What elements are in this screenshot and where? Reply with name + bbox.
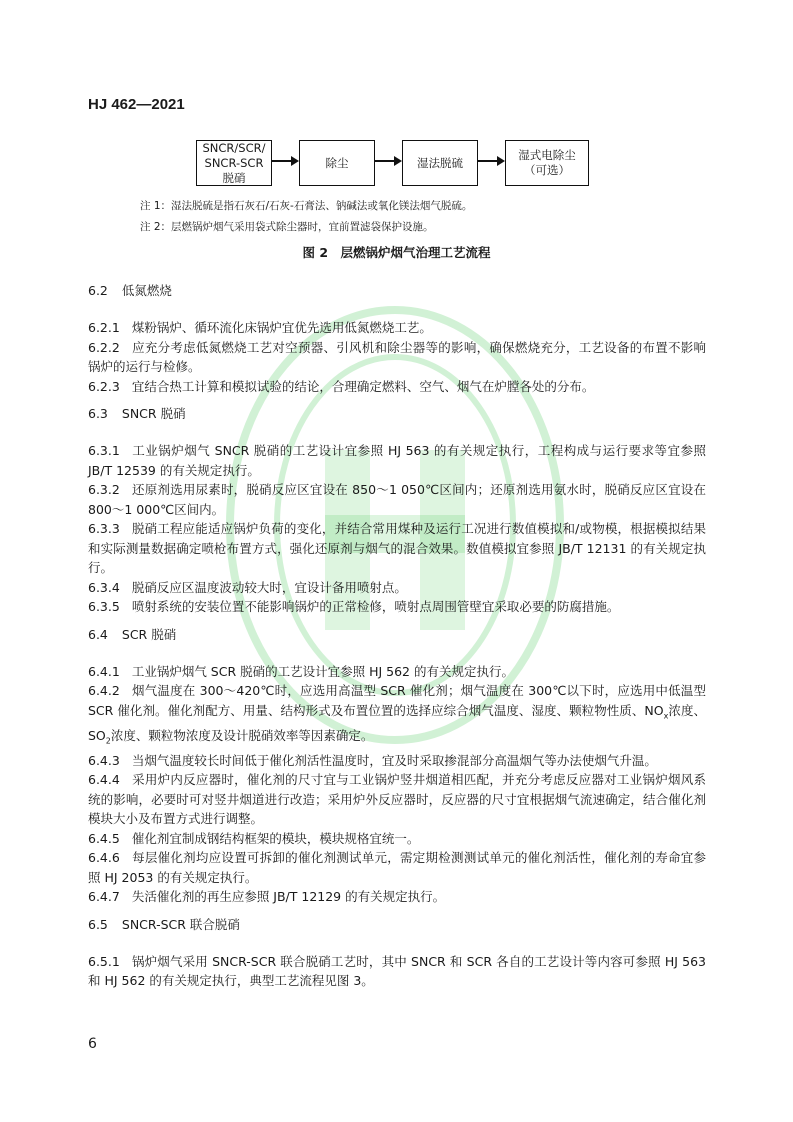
figure-note-2: 注 2：层燃锅炉烟气采用袋式除尘器时，宜前置滤袋保护设施。 bbox=[140, 221, 434, 233]
clause-6-3-1: 6.3.1 工业锅炉烟气 SNCR 脱硝的工艺设计宜参照 HJ 563 的有关规定执行，工程构成与运行要求等宜参照 JB/T 12539 的有关规定执行。 bbox=[88, 443, 706, 478]
arrow-icon bbox=[478, 154, 506, 168]
section-heading-6-5: 6.5 SNCR-SCR 联合脱硝 bbox=[88, 916, 240, 932]
clause-6-2-2: 6.2.2 应充分考虑低氮燃烧工艺对空预器、引风机和除尘器等的影响，确保燃烧充分，工艺设备的布置不影响锅炉的运行与检修。 bbox=[88, 339, 706, 374]
flow-box-dust-removal: 除尘 bbox=[299, 140, 375, 186]
section-heading-6-4: 6.4 SCR 脱硝 bbox=[88, 626, 177, 642]
standard-number: HJ 462—2021 bbox=[88, 96, 185, 113]
flow-box-denitration: SNCR/SCR/ SNCR-SCR 脱硝 bbox=[196, 140, 272, 186]
document-body bbox=[88, 283, 706, 991]
clause-6-4-7: 6.4.7 失活催化剂的再生应参照 JB/T 12129 的有关规定执行。 bbox=[88, 889, 446, 904]
figure-note-1: 注 1：湿法脱硫是指石灰石/石灰-石膏法、钠碱法或氧化镁法烟气脱硫。 bbox=[140, 200, 473, 212]
figure-caption: 图 2 层燃锅炉烟气治理工艺流程 bbox=[302, 245, 491, 260]
clause-6-3-2: 6.3.2 还原剂选用尿素时，脱硝反应区宜设在 850～1 050℃区间内；还原剂选用氨水时，脱硝反应区宜设在 800～1 000℃区间内。 bbox=[88, 482, 706, 517]
section-heading-6-3: 6.3 SNCR 脱硝 bbox=[88, 406, 186, 421]
clause-6-3-3: 6.3.3 脱硝工程应能适应锅炉负荷的变化，并结合常用煤种及运行工况进行数值模拟和/或物模，根据模拟结果和实际测量数据确定喷枪布置方式，强化还原剂与烟气的混合效果。数值模拟宜参照 JB/T 12131 的有关规定执行。 bbox=[88, 521, 706, 575]
clause-6-4-6: 6.4.6 每层催化剂均应设置可拆卸的催化剂测试单元，需定期检测测试单元的催化剂活性，催化剂的寿命宜参照 HJ 2053 的有关规定执行。 bbox=[88, 850, 706, 885]
clause-6-4-2: 6.4.2 烟气温度在 300～420℃时，应选用高温型 SCR 催化剂；烟气温度在 300℃以下时，应选用中低温型 SCR 催化剂。催化剂配方、用量、结构形式及布置位置的选择应综合烟气温度、湿度、颗粒物性质、$NO_x$浓度、$SO_2$浓度、颗粒物浓度及设计脱硝效率等因素确定。 bbox=[88, 683, 706, 745]
clause-6-4-1: 6.4.1 工业锅炉烟气 SCR 脱硝的工艺设计宜参照 HJ 562 的有关规定执行。 bbox=[88, 663, 514, 679]
clause-6-2-1: 6.2.1 煤粉锅炉、循环流化床锅炉宜优先选用低氮燃烧工艺。 bbox=[88, 320, 432, 335]
clause-6-4-3: 6.4.3 当烟气温度较长时间低于催化剂活性温度时，宜及时采取掺混部分高温烟气等办法使烟气升温。 bbox=[88, 752, 657, 768]
clause-6-5-1: 6.5.1 锅炉烟气采用 SNCR-SCR 联合脱硝工艺时，其中 SNCR 和 SCR 各自的工艺设计等内容可参照 HJ 563 和 HJ 562 的有关规定执行，典型工艺流程见图 3。 bbox=[88, 953, 706, 988]
clause-6-3-5: 6.3.5 喷射系统的安装位置不能影响锅炉的正常检修，喷射点周围管壁宜采取必要的防腐措施。 bbox=[88, 599, 620, 614]
clause-6-4-5: 6.4.5 催化剂宜制成钢结构框架的模块，模块规格宜统一。 bbox=[88, 830, 420, 846]
clause-6-2-3: 6.2.3 宜结合热工计算和模拟试验的结论，合理确定燃料、空气、烟气在炉膛各处的分布。 bbox=[88, 378, 595, 394]
page-number: 6 bbox=[88, 1036, 97, 1052]
arrow-icon bbox=[272, 154, 300, 168]
arrow-icon bbox=[375, 154, 403, 168]
flow-box-wet-esp: 湿式电除尘 （可选） bbox=[505, 140, 589, 186]
flow-box-wet-desulfurization: 湿法脱硫 bbox=[402, 140, 478, 186]
clause-6-3-4: 6.3.4 脱硝反应区温度波动较大时，宜设计备用喷射点。 bbox=[88, 579, 407, 595]
section-heading-6-2: 6.2 低氮燃烧 bbox=[88, 283, 172, 298]
clause-6-4-4: 6.4.4 采用炉内反应器时，催化剂的尺寸宜与工业锅炉竖井烟道相匹配，并充分考虑反应器对工业锅炉烟风系统的影响，必要时可对竖井烟道进行改造；采用炉外反应器时，反应器的尺寸宜根据烟气流速确定，结合催化剂模块大小及布置方式进行调整。 bbox=[88, 772, 706, 826]
